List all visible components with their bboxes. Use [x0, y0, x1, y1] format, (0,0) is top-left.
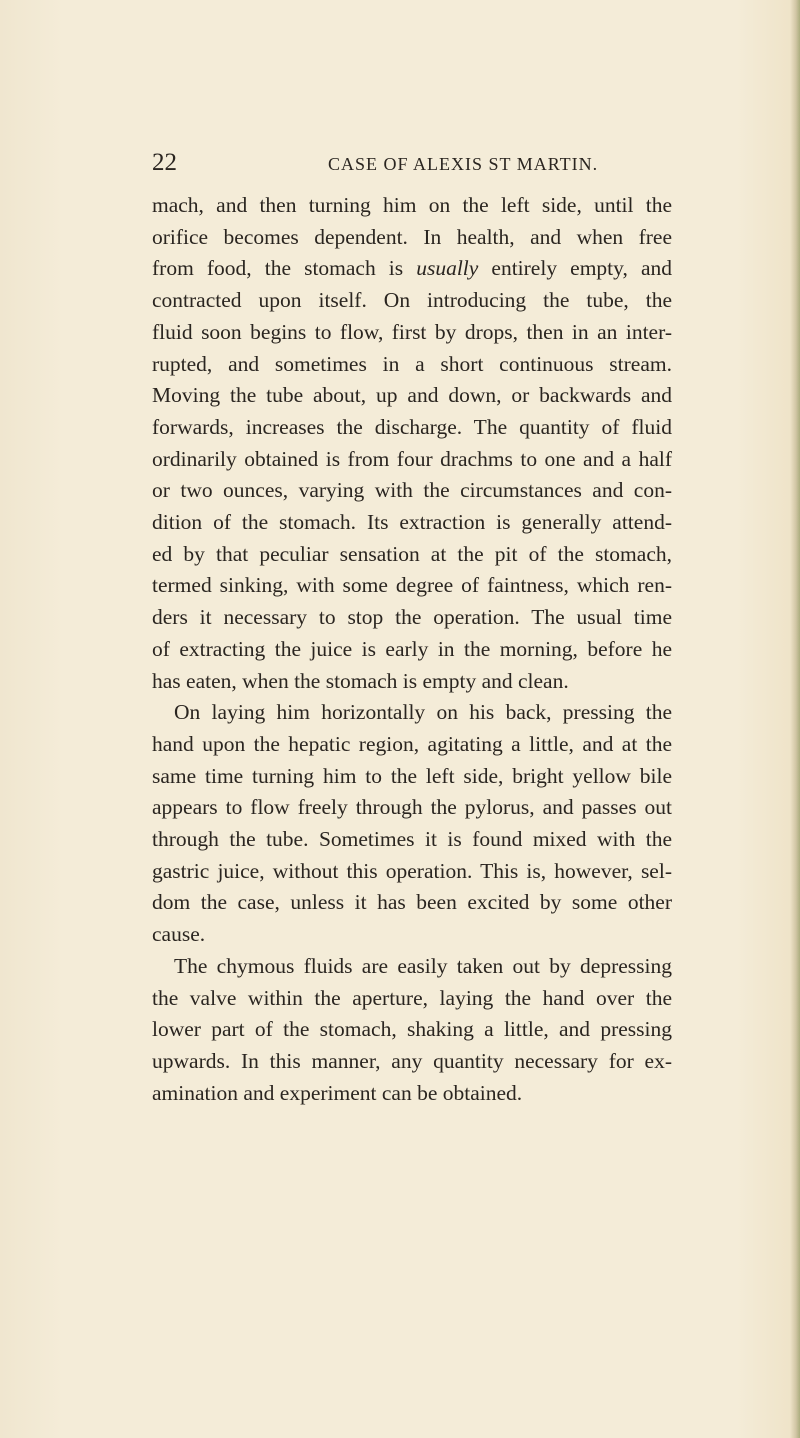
- text-line: dom the case, unless it has been excited by some other: [152, 890, 672, 915]
- text-line: through the tube. Sometimes it is found mixed with the: [152, 827, 672, 852]
- text-line: ordinarily obtained is from four drachms to one and a half: [152, 446, 672, 471]
- text-line: orifice becomes dependent. In health, and when free: [152, 224, 672, 249]
- text-line: rupted, and sometimes in a short continuous stream.: [152, 351, 672, 376]
- page-header: [152, 148, 672, 184]
- text-line: or two ounces, varying with the circumstances and con-: [152, 478, 672, 503]
- text-line: gastric juice, without this operation. This is, however, sel-: [152, 858, 672, 883]
- text-line: contracted upon itself. On introducing the tube, the: [152, 288, 672, 313]
- page-number: 22: [152, 149, 177, 176]
- text-line: hand upon the hepatic region, agitating a little, and at the: [152, 731, 672, 756]
- text-line: from food, the stomach is usually entirely empty, and: [152, 256, 672, 281]
- text-line: of extracting the juice is early in the morning, before he: [152, 636, 672, 661]
- text-line: ders it necessary to stop the operation. The usual time: [152, 605, 672, 630]
- text-line: Moving the tube about, up and down, or backwards and: [152, 383, 672, 408]
- paragraph-2: [152, 697, 672, 951]
- text-line: dition of the stomach. Its extraction is generally attend-: [152, 510, 672, 535]
- paragraph-3: [152, 951, 672, 1110]
- text-line: upwards. In this manner, any quantity necessary for ex-: [152, 1048, 672, 1073]
- text-line: cause.: [152, 922, 206, 947]
- text-line: The chymous fluids are easily taken out by depressing: [174, 953, 672, 978]
- text-line: the valve within the aperture, laying the hand over the: [152, 985, 672, 1010]
- text-line: ed by that peculiar sensation at the pit of the stomach,: [152, 541, 672, 566]
- text-line: lower part of the stomach, shaking a little, and pressing: [152, 1017, 672, 1042]
- text-line: appears to flow freely through the pylorus, and passes out: [152, 795, 672, 820]
- running-head: CASE OF ALEXIS ST MARTIN.: [328, 154, 599, 174]
- text-line: has eaten, when the stomach is empty and clean.: [152, 668, 569, 693]
- paragraph-1: [152, 190, 672, 697]
- text-line: mach, and then turning him on the left side, until the: [152, 193, 672, 217]
- text-line: amination and experiment can be obtained.: [152, 1080, 523, 1105]
- text-line: same time turning him to the left side, bright yellow bile: [152, 763, 672, 788]
- text-line: On laying him horizontally on his back, pressing the: [174, 700, 672, 725]
- text-line: termed sinking, with some degree of faintness, which ren-: [152, 573, 672, 598]
- text-line: forwards, increases the discharge. The quantity of fluid: [152, 414, 672, 439]
- text-line: fluid soon begins to flow, first by drops, then in an inter-: [152, 319, 672, 344]
- body-text: [152, 190, 672, 1109]
- page-edge: [790, 0, 800, 1438]
